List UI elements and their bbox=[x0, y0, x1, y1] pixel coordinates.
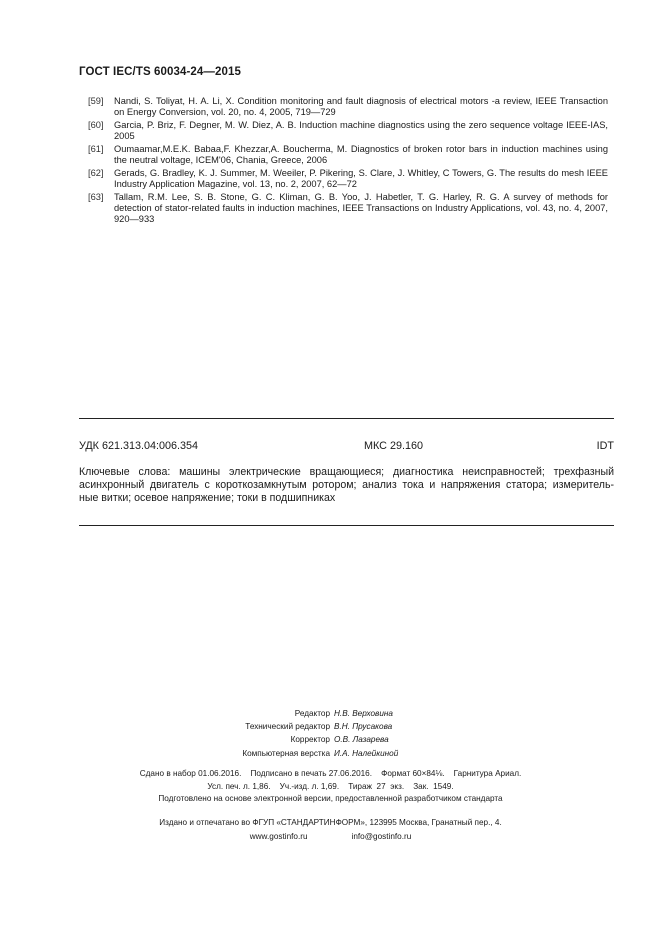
email-link[interactable]: info@gostinfo.ru bbox=[351, 831, 412, 841]
publisher-line: Издано и отпечатано во ФГУП «СТАНДАРТИНФОРМ», 123995 Москва, Гранатный пер., 4. bbox=[159, 818, 502, 827]
reference-text: Tallam, R.M. Lee, S. B. Stone, G. C. Kliman, G. B. Yoo, J. Habetler, T. G. Harley, R. G. A survey of methods for detection of stator-related faults in induction machines, IEEE Transactions on Industry Applications, vol. 43, no. 4, 2007, 920—933 bbox=[114, 192, 608, 225]
reference-text: Garcia, P. Briz, F. Degner, M. W. Diez, A. B. Induction machine diagnostics using the zero sequence voltage IEEE-IAS, 2005 bbox=[114, 120, 608, 142]
udk-code: УДК 621.313.04:006.354 bbox=[79, 440, 199, 452]
credit-row bbox=[160, 720, 520, 733]
credit-role: Технический редактор bbox=[245, 722, 330, 732]
imprint-line: Усл. печ. л. 1,86. Уч.-изд. л. 1,69. Тираж 27 экз. Зак. 1549. bbox=[207, 781, 454, 791]
credit-row bbox=[160, 747, 520, 760]
keywords-line: асинхронный двигатель с короткозамкнутым ротором; анализ тока и напряжения статора; измеритель- bbox=[79, 479, 614, 492]
website-link[interactable]: www.gostinfo.ru bbox=[249, 831, 308, 841]
imprint-block bbox=[0, 768, 661, 806]
credit-name: Н.В. Верховина bbox=[334, 709, 393, 718]
keywords-line: Ключевые слова: машины электрические вращающиеся; диагностика неисправностей; трехфазный bbox=[79, 466, 614, 478]
reference-text: Nandi, S. Toliyat, H. A. Li, X. Condition monitoring and fault diagnosis of electrical motors -a review, IEEE Transaction on Energy Conversion, vol. 20, no. 4, 2005, 719—729 bbox=[114, 96, 608, 118]
credit-role: Корректор bbox=[290, 735, 330, 745]
classification-row bbox=[79, 440, 614, 452]
reference-number: [62] bbox=[88, 168, 104, 178]
keywords-line: ные витки; осевое напряжение; токи в подшипниках bbox=[79, 492, 336, 505]
top-divider bbox=[79, 418, 614, 419]
reference-item bbox=[88, 96, 608, 118]
reference-text: Oumaamar,M.E.K. Babaa,F. Khezzar,A. Boucherma, M. Diagnostics of broken rotor bars in induction machines using the neutral voltage, ICEM'06, Chania, Greece, 2006 bbox=[114, 144, 608, 166]
publisher-block bbox=[0, 816, 661, 843]
idt-mark: IDT bbox=[596, 440, 614, 452]
bottom-divider bbox=[79, 525, 614, 526]
credit-name: И.А. Налейкиной bbox=[334, 748, 399, 758]
credit-name: О.В. Лазарева bbox=[334, 735, 389, 745]
credit-row bbox=[160, 733, 520, 746]
credit-role: Редактор bbox=[294, 709, 330, 718]
credit-row bbox=[160, 707, 520, 720]
reference-item bbox=[88, 120, 608, 142]
reference-number: [63] bbox=[88, 192, 104, 202]
credit-role: Компьютерная верстка bbox=[242, 748, 330, 758]
reference-number: [61] bbox=[88, 144, 104, 154]
credit-name: В.Н. Прусакова bbox=[334, 722, 393, 732]
standard-header: ГОСТ IEC/TS 60034-24—2015 bbox=[79, 66, 241, 78]
reference-item bbox=[88, 144, 608, 166]
reference-text: Gerads, G. Bradley, K. J. Summer, M. Weeiler, P. Pikering, S. Clare, J. Whitley, C Towers, G. The results do mesh IEEE Industry Application Magazine, vol. 13, no. 2, 2007, 62—72 bbox=[114, 168, 608, 190]
references-list bbox=[88, 96, 608, 227]
publisher-links bbox=[0, 830, 661, 844]
mks-code: МКС 29.160 bbox=[364, 440, 423, 452]
credits-block bbox=[160, 707, 520, 760]
imprint-line: Сдано в набор 01.06.2016. Подписано в печать 27.06.2016. Формат 60×84⅛. Гарнитура Ариал. bbox=[139, 769, 522, 778]
keywords-block bbox=[79, 466, 614, 506]
reference-number: [60] bbox=[88, 120, 104, 130]
imprint-line: Подготовлено на основе электронной версии, предоставленной разработчиком стандарта bbox=[158, 794, 503, 804]
reference-number: [59] bbox=[88, 96, 104, 106]
reference-item bbox=[88, 168, 608, 190]
reference-item bbox=[88, 192, 608, 226]
